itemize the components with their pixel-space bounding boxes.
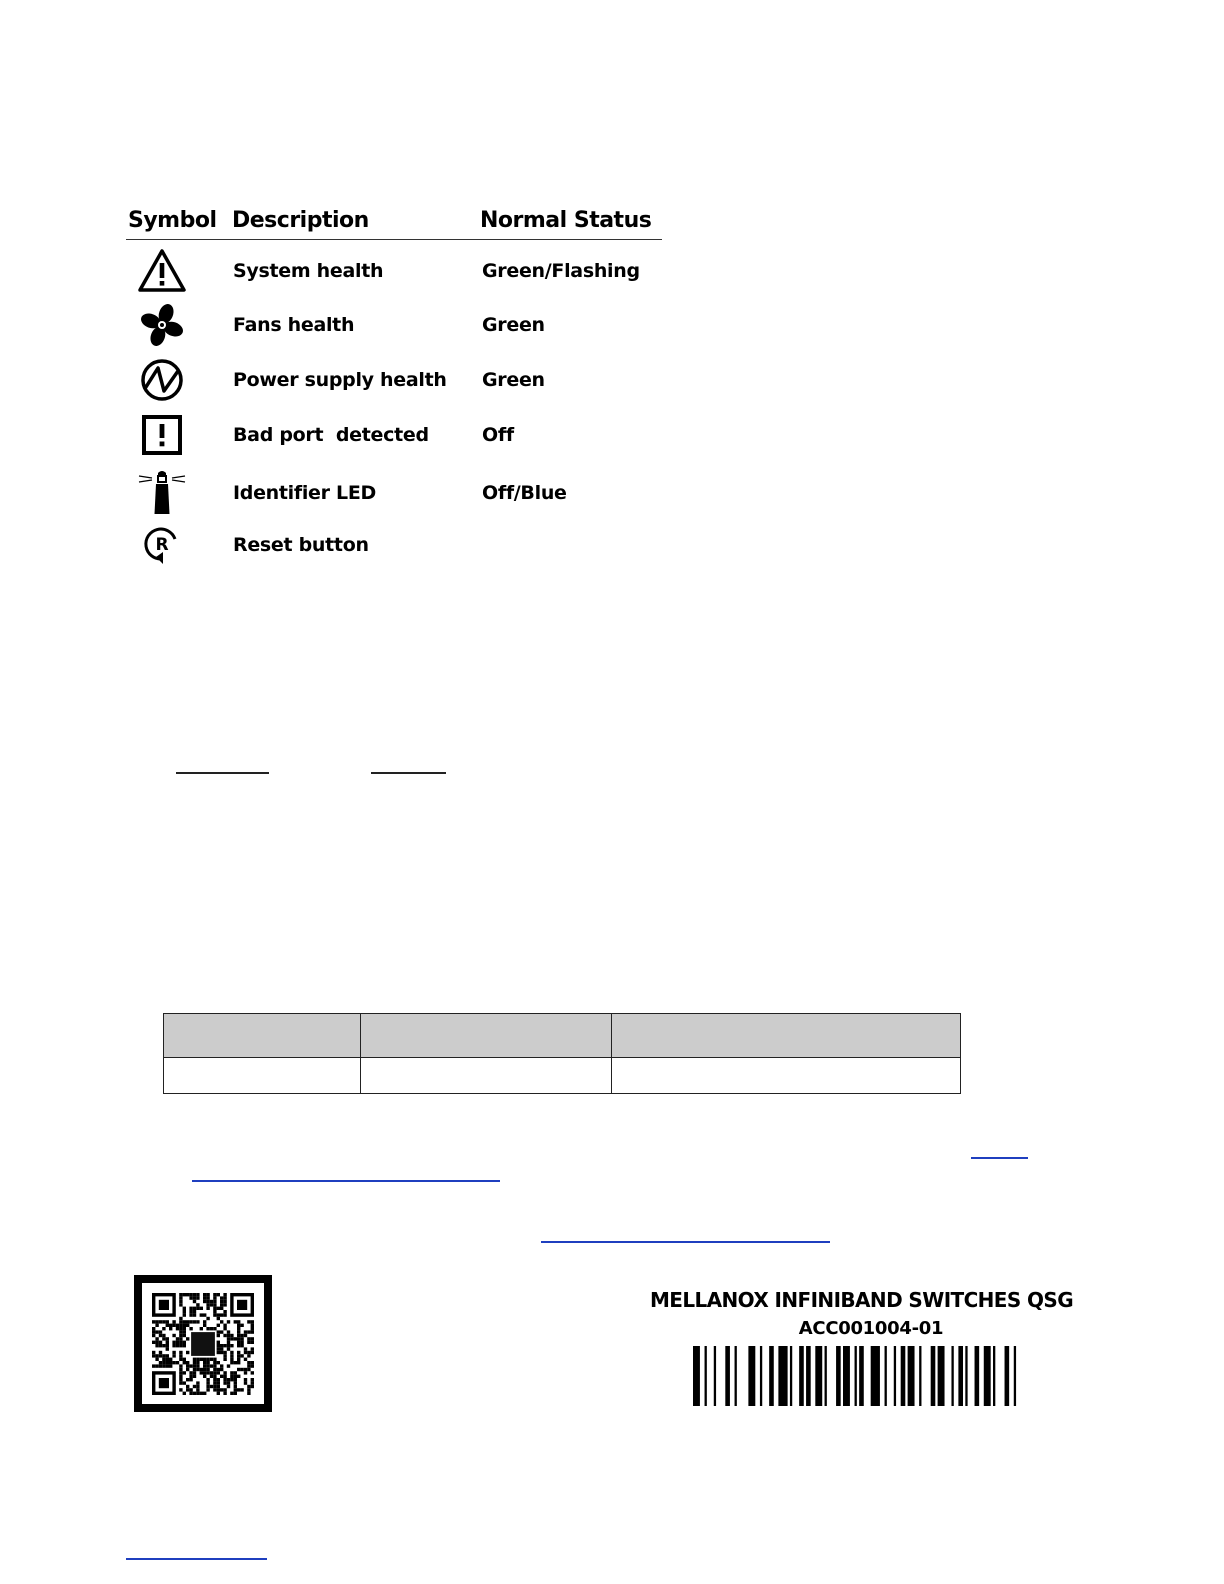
link-underline[interactable] [126,1558,267,1560]
link-underline[interactable] [371,772,446,774]
led-legend-table [126,204,662,556]
table-header-cell [361,1014,612,1058]
legend-row-identifier-led [126,468,662,518]
svg-text:R: R [155,535,169,555]
legend-status: Off [482,424,514,446]
product-label-title: MELLANOX INFINIBAND SWITCHES QSG [650,1288,1074,1312]
legend-header-status: Normal Status [480,208,652,233]
legend-row-bad-port [126,410,662,460]
table-header-cell [612,1014,961,1058]
legend-status: Off/Blue [482,482,567,504]
link-underline[interactable] [176,772,269,774]
exclamation-box-icon [134,410,190,460]
table-cell [361,1058,612,1094]
legend-row-system-health [126,246,662,296]
table-cell [164,1058,361,1094]
legend-row-fans-health [126,300,662,350]
legend-status: Green/Flashing [482,260,640,282]
legend-description: Bad port detected [233,424,429,446]
power-supply-icon [134,355,190,405]
link-underline[interactable] [192,1180,500,1182]
reset-icon [134,520,190,570]
legend-row-reset-button [126,520,662,570]
legend-header-symbol: Symbol [128,208,217,233]
lighthouse-icon [134,468,190,518]
table-header-cell [164,1014,361,1058]
legend-description: Reset button [233,534,369,556]
legend-description: System health [233,260,384,282]
legend-status: Green [482,369,545,391]
link-underline[interactable] [541,1241,830,1243]
legend-header [126,204,662,240]
legend-description: Fans health [233,314,355,336]
table-row [164,1058,961,1094]
warning-triangle-icon [134,246,190,296]
legend-header-description: Description [232,208,369,233]
qr-code [134,1275,272,1412]
legend-description: Power supply health [233,369,447,391]
fan-icon [134,300,190,350]
link-underline[interactable] [971,1157,1028,1159]
table-cell [612,1058,961,1094]
info-table [163,1013,961,1094]
legend-row-power-supply-health [126,355,662,405]
product-label-code: ACC001004-01 [798,1318,944,1339]
barcode [693,1346,1023,1406]
legend-description: Identifier LED [233,482,376,504]
legend-status: Green [482,314,545,336]
table-header-row [164,1014,961,1058]
